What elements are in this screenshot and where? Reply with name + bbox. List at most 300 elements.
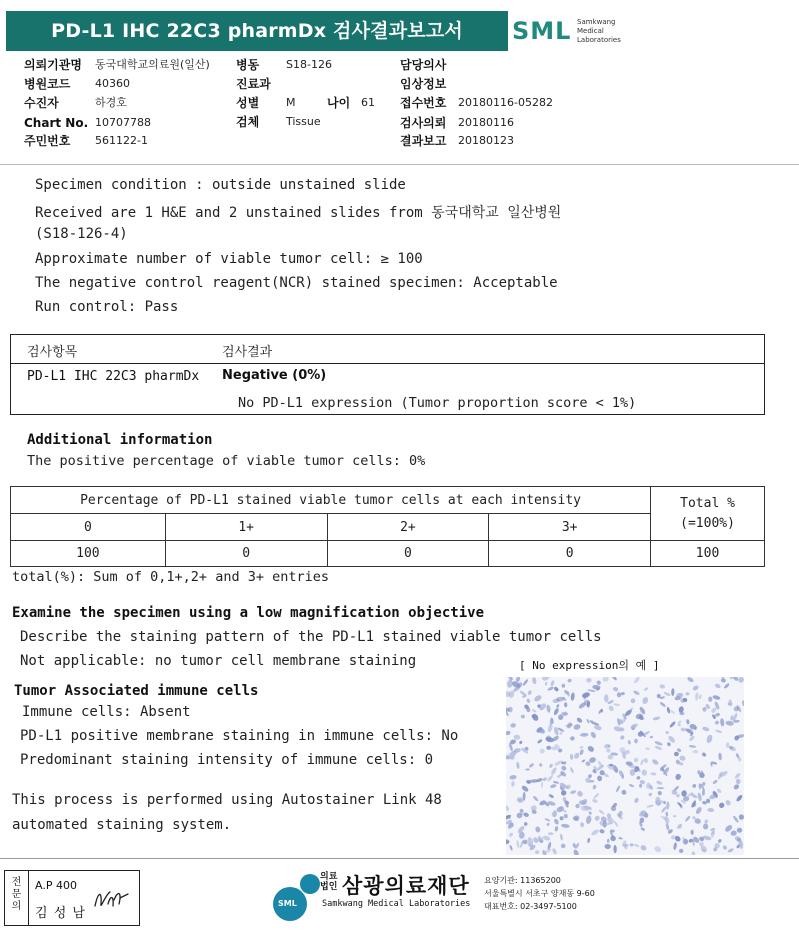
cell-nucleus — [532, 677, 537, 684]
cell-nucleus — [695, 692, 699, 701]
cell-nucleus — [636, 775, 641, 780]
image-caption: [ No expression의 예 ] — [519, 659, 660, 672]
cell-nucleus — [716, 788, 722, 794]
cell-nucleus — [652, 716, 660, 721]
cell-nucleus — [736, 779, 741, 785]
cell-nucleus — [718, 752, 722, 760]
cell-nucleus — [513, 734, 520, 740]
cell-nucleus — [639, 784, 642, 788]
cell-nucleus — [550, 680, 555, 687]
examine-line2: Not applicable: no tumor cell membrane staining — [20, 653, 417, 669]
cell-nucleus — [506, 839, 510, 844]
cell-nucleus — [541, 781, 544, 788]
cell-nucleus — [727, 848, 734, 854]
cell-nucleus — [509, 775, 517, 781]
intensity-value-2: 0 — [327, 541, 489, 567]
cell-nucleus — [586, 678, 592, 683]
cell-nucleus — [665, 811, 668, 816]
sml-logo-text: SML — [512, 17, 572, 45]
specimen-condition: Specimen condition : outside unstained slide — [35, 177, 406, 193]
process-line1: This process is performed using Autostainer Link 48 — [12, 792, 442, 808]
cell-nucleus — [612, 686, 619, 692]
cell-nucleus — [663, 691, 671, 696]
foundation-prefix-2: 법인 — [320, 882, 338, 892]
cell-nucleus — [687, 677, 695, 683]
cell-nucleus — [734, 772, 741, 779]
cell-nucleus — [678, 720, 682, 724]
cell-nucleus — [550, 784, 557, 789]
id-value: 561122-1 — [95, 134, 148, 147]
cell-nucleus — [680, 727, 686, 732]
cell-nucleus — [633, 757, 639, 763]
cell-nucleus — [715, 712, 721, 717]
cell-nucleus — [521, 715, 525, 719]
total-header-line1: Total % — [680, 495, 735, 511]
cell-nucleus — [511, 781, 515, 787]
request-label: 검사의뢰 — [400, 116, 447, 130]
cell-nucleus — [548, 763, 553, 768]
cell-nucleus — [717, 838, 722, 843]
cell-nucleus — [561, 684, 565, 688]
foundation-en: Samkwang Medical Laboratories — [322, 899, 471, 909]
sex-label: 성별 — [236, 96, 260, 110]
cell-nucleus — [649, 735, 653, 738]
foundation-address: 서울특별시 서초구 양재동 9-60 — [484, 889, 595, 898]
cell-nucleus — [732, 815, 739, 823]
cell-nucleus — [560, 789, 567, 796]
cell-nucleus — [667, 742, 672, 747]
cell-nucleus — [546, 822, 550, 826]
sex-value: M — [286, 96, 296, 109]
cell-nucleus — [640, 759, 644, 766]
cell-nucleus — [714, 720, 719, 725]
cell-nucleus — [737, 677, 744, 684]
intensity-level-0: 0 — [11, 514, 166, 541]
cell-nucleus — [532, 795, 539, 802]
cell-nucleus — [580, 822, 584, 827]
cell-nucleus — [695, 806, 703, 815]
cell-nucleus — [613, 845, 617, 853]
cell-nucleus — [592, 784, 596, 789]
cell-nucleus — [525, 768, 530, 770]
cell-nucleus — [712, 695, 721, 701]
cell-nucleus — [506, 814, 512, 821]
cell-nucleus — [548, 793, 554, 798]
cell-nucleus — [621, 692, 625, 696]
cell-nucleus — [715, 729, 723, 734]
cell-nucleus — [679, 755, 687, 762]
additional-heading: Additional information — [27, 432, 213, 448]
cell-nucleus — [646, 804, 654, 808]
report-title: PD-L1 IHC 22C3 pharmDx 검사결과보고서 — [6, 11, 508, 51]
cell-nucleus — [553, 818, 560, 825]
cell-nucleus — [665, 823, 669, 831]
cell-nucleus — [608, 754, 614, 759]
cell-nucleus — [572, 815, 580, 822]
cell-nucleus — [535, 850, 539, 854]
cell-nucleus — [691, 851, 695, 855]
specimen-tumor-count: Approximate number of viable tumor cell: ≥ 100 — [35, 251, 423, 267]
cell-nucleus — [657, 790, 662, 795]
ward-label: 병동 — [236, 58, 260, 72]
cell-nucleus — [741, 700, 744, 707]
cell-nucleus — [519, 809, 523, 814]
cell-nucleus — [615, 785, 621, 793]
cell-nucleus — [674, 773, 681, 781]
cell-nucleus — [643, 730, 650, 736]
cell-nucleus — [585, 815, 592, 824]
cell-nucleus — [546, 746, 551, 750]
cell-nucleus — [532, 709, 537, 714]
cell-nucleus — [640, 827, 645, 832]
cell-nucleus — [551, 847, 557, 855]
cell-nucleus — [712, 779, 718, 785]
cell-nucleus — [627, 740, 631, 745]
cell-nucleus — [527, 690, 533, 696]
intensity-total: 100 — [651, 541, 765, 567]
cell-nucleus — [546, 704, 551, 712]
patient-label: 수진자 — [24, 96, 59, 110]
hospital-code-value: 40360 — [95, 77, 130, 90]
cell-nucleus — [738, 814, 744, 820]
cell-nucleus — [587, 745, 596, 753]
cell-nucleus — [573, 849, 580, 855]
cell-nucleus — [685, 692, 689, 695]
additional-line: The positive percentage of viable tumor cells: 0% — [27, 453, 426, 469]
age-value: 61 — [361, 96, 375, 109]
cell-nucleus — [596, 680, 602, 686]
cell-nucleus — [579, 746, 583, 749]
result-item: PD-L1 IHC 22C3 pharmDx — [27, 369, 200, 384]
cell-nucleus — [692, 750, 698, 754]
request-value: 20180116 — [458, 116, 514, 129]
cell-nucleus — [547, 841, 552, 850]
cell-nucleus — [701, 752, 707, 758]
cell-nucleus — [570, 767, 575, 774]
cell-nucleus — [613, 703, 620, 707]
cell-nucleus — [656, 780, 663, 785]
cell-nucleus — [598, 809, 605, 815]
specimen-value: Tissue — [286, 115, 321, 128]
intensity-header: Percentage of PD-L1 stained viable tumor cells at each intensity — [11, 487, 651, 514]
cell-nucleus — [650, 772, 656, 776]
cell-nucleus — [728, 699, 732, 706]
emblem-brand: SML — [278, 899, 297, 908]
immune-line1: Immune cells: Absent — [22, 704, 191, 720]
cell-nucleus — [593, 724, 602, 731]
cell-nucleus — [607, 839, 610, 843]
cell-nucleus — [573, 752, 580, 760]
cell-nucleus — [710, 830, 716, 838]
cell-nucleus — [714, 683, 721, 689]
foundation-phone: 대표번호: 02-3497-5100 — [484, 902, 577, 911]
cell-nucleus — [634, 797, 640, 803]
immune-heading: Tumor Associated immune cells — [14, 683, 259, 699]
cell-nucleus — [550, 767, 558, 776]
intensity-level-2: 2+ — [327, 514, 489, 541]
cell-nucleus — [594, 815, 601, 822]
cell-nucleus — [665, 731, 669, 734]
intensity-level-1: 1+ — [165, 514, 327, 541]
chart-value: 10707788 — [95, 116, 151, 129]
cell-nucleus — [654, 745, 662, 751]
cell-nucleus — [542, 835, 551, 842]
foundation-name: 삼광의료재단 — [342, 874, 470, 898]
intensity-value-1: 0 — [165, 541, 327, 567]
cell-nucleus — [706, 734, 714, 744]
cell-nucleus — [637, 731, 644, 738]
ward-value: S18-126 — [286, 58, 332, 71]
cell-nucleus — [539, 748, 545, 754]
intensity-value-3: 0 — [489, 541, 651, 567]
cell-nucleus — [640, 844, 648, 851]
cell-nucleus — [673, 842, 678, 850]
intensity-value-0: 100 — [11, 541, 166, 567]
cell-nucleus — [545, 682, 547, 686]
cell-nucleus — [659, 701, 666, 707]
specimen-label: 검체 — [236, 115, 260, 129]
foundation-prefix-1: 의료 — [320, 872, 338, 882]
examine-heading: Examine the specimen using a low magnification objective — [12, 605, 485, 621]
cell-nucleus — [554, 826, 558, 832]
cell-nucleus — [676, 794, 680, 798]
doctor-name: 김 성 남 — [35, 906, 86, 921]
cell-nucleus — [541, 677, 551, 682]
cell-nucleus — [677, 723, 681, 727]
cell-nucleus — [703, 823, 708, 829]
cell-nucleus — [736, 827, 742, 833]
cell-nucleus — [608, 705, 615, 712]
cell-nucleus — [630, 698, 635, 703]
cell-nucleus — [602, 677, 610, 682]
cell-nucleus — [510, 723, 516, 728]
intensity-table — [10, 486, 765, 567]
cell-nucleus — [723, 683, 730, 690]
result-value: Negative (0%) — [222, 368, 327, 383]
cell-nucleus — [516, 762, 520, 769]
cell-nucleus — [521, 785, 530, 793]
logo-sub-line2: Medical — [577, 27, 604, 35]
cell-nucleus — [560, 834, 563, 841]
cell-nucleus — [670, 709, 676, 714]
cell-nucleus — [522, 679, 529, 687]
cell-nucleus — [590, 828, 599, 836]
reception-label: 접수번호 — [400, 96, 447, 110]
result-date-label: 결과보고 — [400, 134, 447, 148]
foundation-logo — [266, 866, 595, 926]
cell-nucleus — [587, 838, 591, 844]
cell-nucleus — [735, 794, 743, 802]
result-box-divider — [11, 363, 764, 364]
cell-nucleus — [507, 679, 514, 688]
institution-label: 의뢰기관명 — [24, 58, 82, 72]
total-header — [651, 487, 765, 541]
cell-nucleus — [553, 781, 559, 784]
cell-nucleus — [561, 823, 570, 828]
cell-nucleus — [720, 718, 725, 727]
cell-nucleus — [509, 845, 513, 851]
cell-nucleus — [725, 799, 732, 806]
cell-nucleus — [702, 789, 705, 795]
cell-nucleus — [692, 684, 700, 691]
cell-nucleus — [604, 694, 609, 702]
hospital-code-label: 병원코드 — [24, 77, 71, 91]
cell-nucleus — [535, 826, 541, 833]
cell-nucleus — [564, 702, 567, 707]
chart-label: Chart No. — [24, 116, 89, 130]
cell-nucleus — [587, 689, 595, 693]
cell-nucleus — [702, 726, 710, 732]
cell-nucleus — [546, 774, 553, 782]
cell-nucleus — [645, 747, 650, 750]
doctor-code: A.P 400 — [35, 879, 77, 892]
result-col-result: 검사결과 — [222, 345, 273, 360]
cell-nucleus — [567, 678, 572, 683]
cell-nucleus — [585, 777, 591, 783]
cell-nucleus — [684, 815, 690, 822]
cell-nucleus — [654, 740, 663, 746]
cell-nucleus — [508, 832, 513, 838]
cell-nucleus — [506, 805, 510, 812]
cell-nucleus — [704, 819, 708, 824]
total-header-line2: (=100%) — [680, 515, 735, 531]
cell-nucleus — [725, 720, 734, 726]
cell-nucleus — [559, 816, 563, 821]
cell-nucleus — [559, 731, 563, 735]
cell-nucleus — [553, 707, 560, 715]
cell-nucleus — [560, 765, 567, 772]
cell-nucleus — [604, 844, 611, 850]
cell-nucleus — [708, 696, 713, 702]
cell-nucleus — [732, 677, 739, 682]
cell-nucleus — [533, 694, 542, 703]
cell-nucleus — [698, 694, 702, 699]
logo-sub-line3: Laboratories — [577, 36, 621, 44]
cell-nucleus — [597, 775, 603, 782]
cell-nucleus — [718, 802, 725, 809]
cell-nucleus — [733, 783, 740, 790]
cell-nucleus — [523, 822, 528, 827]
signature-icon — [92, 886, 132, 914]
cell-nucleus — [629, 843, 633, 847]
result-date-value: 20180123 — [458, 134, 514, 147]
micrograph-cells — [506, 677, 744, 855]
cell-nucleus — [519, 740, 523, 744]
cell-nucleus — [630, 769, 635, 776]
cell-nucleus — [633, 677, 640, 684]
cell-nucleus — [604, 744, 611, 749]
cell-nucleus — [681, 790, 687, 797]
cell-nucleus — [651, 758, 659, 766]
cell-nucleus — [653, 845, 662, 853]
cell-nucleus — [560, 843, 566, 849]
age-label: 나이 — [327, 96, 351, 110]
intensity-level-3: 3+ — [489, 514, 651, 541]
signature-label — [5, 871, 29, 925]
specimen-received: Received are 1 H&E and 2 unstained slides from 동국대학교 일산병원 — [35, 205, 562, 221]
footer-divider — [0, 858, 799, 859]
signature-label-text: 전문의 — [11, 877, 22, 912]
examine-line1: Describe the staining pattern of the PD-L1 stained viable tumor cells — [20, 629, 602, 645]
cell-nucleus — [528, 763, 534, 769]
cell-nucleus — [688, 735, 695, 742]
cell-nucleus — [642, 696, 649, 705]
cell-nucleus — [570, 692, 575, 701]
cell-nucleus — [634, 843, 640, 848]
result-col-item: 검사항목 — [27, 345, 78, 360]
cell-nucleus — [621, 789, 627, 795]
cell-nucleus — [648, 792, 653, 797]
cell-nucleus — [617, 692, 622, 697]
cell-nucleus — [599, 829, 605, 834]
foundation-contact — [484, 874, 595, 913]
cell-nucleus — [581, 759, 585, 763]
cell-nucleus — [678, 848, 684, 854]
cell-nucleus — [576, 790, 584, 798]
logo-sub-line1: Samkwang — [577, 18, 616, 26]
cell-nucleus — [613, 820, 619, 827]
doctor-label: 담당의사 — [400, 58, 447, 72]
cell-nucleus — [516, 840, 520, 849]
cell-nucleus — [579, 749, 585, 756]
cell-nucleus — [570, 736, 575, 741]
cell-nucleus — [611, 677, 617, 681]
immune-line3: Predominant staining intensity of immune cells: 0 — [20, 752, 434, 768]
cell-nucleus — [722, 845, 728, 851]
intensity-footnote: total(%): Sum of 0,1+,2+ and 3+ entries — [12, 569, 329, 585]
cell-nucleus — [600, 770, 605, 775]
institution-value: 동국대학교의료원(일산) — [95, 58, 210, 71]
clinical-label: 임상정보 — [400, 77, 447, 91]
cell-nucleus — [526, 698, 531, 704]
cell-nucleus — [697, 792, 703, 801]
sml-emblem-icon — [270, 870, 322, 924]
cell-nucleus — [563, 813, 568, 818]
cell-nucleus — [570, 790, 577, 795]
cell-nucleus — [548, 832, 554, 835]
dept-label: 진료과 — [236, 77, 271, 91]
reception-value: 20180116-05282 — [458, 96, 553, 109]
foundation-code: 요양기관: 11365200 — [484, 876, 561, 885]
cell-nucleus — [674, 751, 679, 756]
micrograph-image — [506, 677, 744, 855]
cell-nucleus — [666, 801, 670, 810]
header-divider — [0, 164, 799, 165]
cell-nucleus — [692, 784, 696, 789]
cell-nucleus — [586, 719, 590, 724]
cell-nucleus — [657, 787, 665, 789]
patient-value: 하경호 — [95, 96, 127, 109]
cell-nucleus — [544, 818, 550, 822]
cell-nucleus — [669, 721, 677, 729]
cell-nucleus — [609, 835, 617, 843]
cell-nucleus — [634, 738, 638, 743]
cell-nucleus — [573, 723, 581, 730]
cell-nucleus — [643, 758, 648, 764]
cell-nucleus — [666, 707, 670, 714]
id-label: 주민번호 — [24, 134, 71, 148]
sml-logo-subtext — [577, 18, 621, 45]
specimen-run-control: Run control: Pass — [35, 299, 179, 315]
cell-nucleus — [580, 733, 589, 737]
cell-nucleus — [581, 691, 590, 698]
cell-nucleus — [590, 731, 597, 739]
specimen-ncr: The negative control reagent(NCR) stained specimen: Acceptable — [35, 275, 558, 291]
cell-nucleus — [643, 687, 648, 692]
foundation-prefix — [320, 872, 337, 892]
cell-nucleus — [641, 769, 647, 776]
immune-line2: PD-L1 positive membrane staining in immune cells: No — [20, 728, 459, 744]
